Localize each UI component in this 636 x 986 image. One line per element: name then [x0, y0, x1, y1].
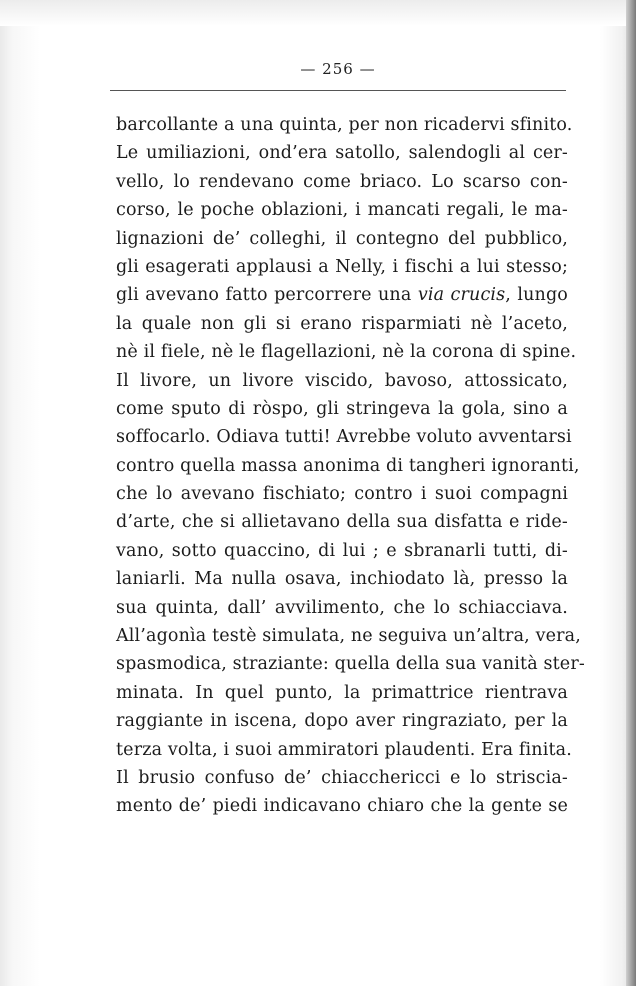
page-number: — 256 —	[300, 60, 376, 78]
text-line-content: corso, le poche oblazioni, i mancati regali, le ma-	[116, 200, 568, 221]
text-line-content: Il livore, un livore viscido, bavoso, attossicato,	[116, 370, 568, 391]
text-line-content: d’arte, che si allietavano della sua disfatta e ride-	[116, 512, 568, 533]
header-rule	[110, 90, 566, 91]
text-line-content: raggiante in iscena, dopo aver ringraziato, per la	[116, 711, 568, 732]
text-line-content: soffocarlo. Odiava tutti! Avrebbe voluto avventarsi	[116, 427, 572, 448]
text-line-content: vello, lo rendevano come briaco. Lo scarso con-	[116, 171, 568, 192]
text-line-content: che lo avevano fischiato; contro i suoi compagni	[116, 484, 568, 505]
text-line-content: minata. In quel punto, la primattrice rientrava	[116, 682, 568, 703]
text-line-content: gli esagerati applausi a Nelly, i fischi a lui stesso;	[116, 256, 568, 277]
text-line	[116, 168, 568, 196]
page-edge-shadow	[626, 0, 636, 986]
text-line	[116, 196, 568, 224]
text-line	[116, 367, 568, 395]
text-line-content: contro quella massa anonima di tangheri ignoranti,	[116, 455, 580, 476]
text-line	[116, 338, 577, 366]
text-line	[116, 792, 568, 820]
italic-phrase: via crucis	[417, 285, 506, 306]
text-line-content: come sputo di ròspo, gli stringeva la gola, sino a	[116, 398, 568, 419]
text-line-content: vano, sotto quaccino, di lui ; e sbranarli tutti, di-	[116, 540, 568, 561]
text-line-content: barcollante a una quinta, per non ricadervi sfinito.	[116, 115, 573, 135]
text-line	[116, 452, 580, 480]
text-line-content: laniarli. Ma nulla osava, inchiodato là, presso la	[116, 569, 568, 590]
text-line	[116, 736, 572, 764]
text-line-tail: , lungo	[505, 285, 568, 306]
text-line	[116, 225, 568, 253]
text-line	[116, 423, 572, 451]
text-line	[116, 111, 573, 139]
text-line-content: Le umiliazioni, ond’era satollo, salendogli al cer-	[116, 143, 568, 164]
text-line-content: Il brusio confuso de’ chiacchericci e lo striscia-	[116, 767, 568, 788]
text-line-content: sua quinta, dall’ avvilimento, che lo schiacciava.	[116, 597, 568, 618]
text-line	[116, 480, 568, 508]
text-line-content: la quale non gli si erano risparmiati nè l’aceto,	[116, 313, 568, 334]
text-line	[116, 281, 568, 309]
text-line	[116, 565, 568, 593]
text-line-content: spasmodica, straziante: quella della sua vanità ster-	[116, 654, 585, 675]
text-line	[116, 139, 568, 167]
text-line-content: lignazioni de’ colleghi, il contegno del pubblico,	[116, 228, 568, 249]
page-top-shadow	[0, 0, 636, 26]
text-line	[116, 764, 568, 792]
text-line-content: gli avevano fatto percorrere una	[116, 285, 418, 306]
text-line	[116, 253, 568, 281]
text-line	[116, 622, 581, 650]
text-line-content: nè il fiele, nè le flagellazioni, nè la corona di spine.	[116, 342, 577, 363]
text-line	[116, 310, 568, 338]
text-line-content: terza volta, i suoi ammiratori plaudenti. Era finita.	[116, 739, 572, 760]
text-line-content: mento de’ piedi indicavano chiaro che la gente se	[116, 796, 568, 817]
text-line	[116, 707, 568, 735]
text-line	[116, 594, 568, 622]
body-text	[116, 111, 585, 821]
text-line	[116, 395, 568, 423]
text-line	[116, 679, 568, 707]
text-line	[116, 650, 585, 678]
text-line	[116, 508, 568, 536]
text-line-content: All’agonìa testè simulata, ne seguiva un’altra, vera,	[116, 626, 581, 647]
text-line	[116, 537, 568, 565]
